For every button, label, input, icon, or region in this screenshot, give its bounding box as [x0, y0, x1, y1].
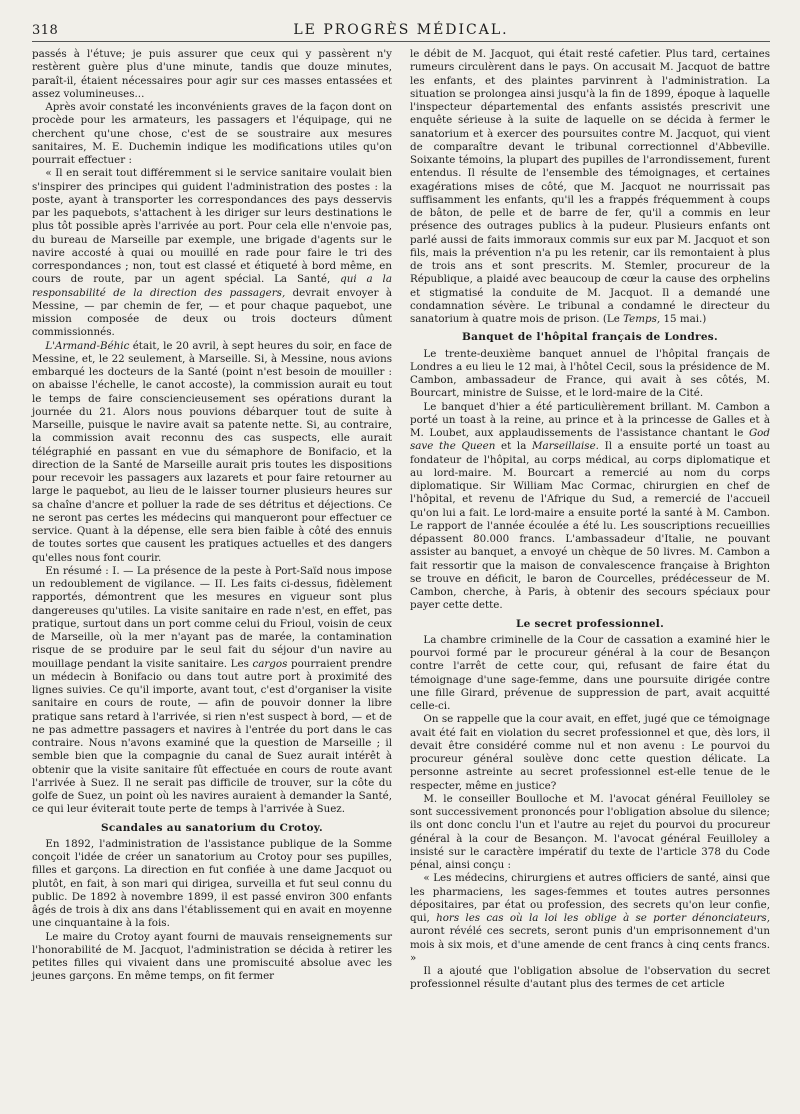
text-run: pourraient prendre un médecin à Bonifacio ou dans tout autre port à proximité des lignes suivies. Ce qu'il importe, avant tout, c'est d'organiser la visite sanitaire en cours de route, — afin de pouvoir donner la libre pratique sans retard à l'arrivée, si rien n'est suspect à bord, — et de ne pas admettre passagers et navires à l'entrée du port dans le cas contraire. Nous n'avons examiné que la question de Marseille ; il semble bien que la compagnie du canal de Suez aurait intérêt à obtenir que la visite sanitaire fût effectuée en cours de route avant l'arrivée à Suez. Il ne serait pas difficile de trouver, sur la côte du golfe de Suez, un point où les navires auraient à demander la Santé, ce qui leur éviterait toute perte de temps à l'arrivée à Suez. [32, 657, 393, 816]
paragraph [32, 565, 392, 817]
italic-run: Temps, [623, 313, 661, 325]
italic-run: qui a la responsabilité de la direction des passagers, [32, 273, 392, 299]
section-heading-scandales: Scandales au sanatorium du Crotoy. [101, 821, 323, 834]
columns [32, 48, 770, 992]
section-heading-secret: Le secret professionnel. [515, 617, 665, 630]
text-run: « Les médecins, chirurgiens et autres officiers de santé, ainsi que les pharmaciens, les sages-femmes et toutes autres personnes dépositaires, par état ou profession, des secrets qu'on leur confie, qui, [410, 872, 770, 924]
paragraph: Après avoir constaté les inconvénients graves de la façon dont on procède pour les armateurs, les passagers et l'équipage, qui ne cherchent qu'une chose, c'est de se soustraire aux mesures sanitaires, M. E. Duchemin indique les modifications utiles qu'on pourrait effectuer : [32, 101, 392, 166]
italic-run: God save the Queen [410, 427, 770, 453]
paragraph: En 1892, l'administration de l'assistance publique de la Somme conçoit l'idée de créer un sanatorium au Crotoy pour ses pupilles, filles et garçons. La direction en fut confiée à une dame Jacquot ou plutôt, en fait, à son mari qui dirigea, surveilla et fut seul connu du public. De 1892 à novembre 1899, il est passé environ 300 enfants âgés de trois à dix ans dans l'établissement qui en avait en moyenne une cinquantaine à la fois. [32, 837, 392, 930]
section-heading-banquet: Banquet de l'hôpital français de Londres. [462, 331, 718, 344]
paragraph: Le trente-deuxième banquet annuel de l'hôpital français de Londres a eu lieu le 12 mai, à l'hôtel Cecil, sous la présidence de M. Cambon, ambassadeur de France, qui avait à ses côtés, M. Bourcart, ministre de Suisse, et le lord-maire de la Cité. [410, 347, 770, 400]
right-column [410, 48, 770, 992]
paragraph: On se rappelle que la cour avait, en effet, jugé que ce témoignage avait été fait en violation du secret professionnel et que, dès lors, il devait être considéré comme nul et non avenu : Le pourvoi du procureur général soulève donc cette question délicate. La personne astreinte au secret professionnel est-elle tenue de le respecter, même en justice? [410, 713, 770, 792]
page-number: 318 [32, 23, 59, 38]
paragraph: passés à l'étuve; je puis assurer que ceux qui y passèrent n'y restèrent guère plus d'une minute, tandis que douze minutes, paraît-il, étaient nécessaires pour agir sur ces masses entassées et assez volumineuses... [32, 48, 392, 100]
italic-run: Marseillaise. [532, 440, 599, 453]
paragraph [410, 48, 770, 326]
text-run: Le banquet d'hier a été particulièrement brillant. M. Cambon a porté un toast à la reine, au prince et à la princesse de Galles et à M. Loubet, aux applaudissements de l'assistance chantant le [410, 400, 770, 439]
paragraph [32, 340, 392, 565]
italic-run: hors les cas où la loi les oblige à se porter dénonciateurs, [436, 912, 770, 924]
text-run: et la [501, 440, 527, 453]
text-run: devrait envoyer à Messine, — par chemin de fer, — et pour chaque paquebot, une mission composée de deux ou trois docteurs dûment commissionnés. [32, 286, 392, 339]
journal-title: LE PROGRÈS MÉDICAL. [293, 22, 509, 38]
paragraph: Il a ajouté que l'obligation absolue de l'observation du secret professionnel résulte d'autant plus des termes de cet article [410, 965, 770, 991]
text-run: En résumé : I. — La présence de la peste à Port-Saïd nous impose un redoublement de vigilance. — II. Les faits ci-dessus, fidèlement rapportés, démontrent que les mesures en vigueur sont plus dangereuses qu'utiles. La visite sanitaire en rade n'est, en effet, pas pratique, surtout dans un port comme celui du Frioul, voisin de ceux de Marseille, où la mer n'ayant pas de marée, la contamination risque de se produire par le seul fait du séjour d'un navire au mouillage pendant la visite sanitaire. Les [32, 564, 392, 670]
paragraph: La chambre criminelle de la Cour de cassation a examiné hier le pourvoi formé par le procureur général à la cour de Besançon contre l'arrêt de cette cour, qui, refusant de faire état du témoignage d'une sage-femme, dans une poursuite dirigée contre une fille Girard, prévenue de suppression de part, avait acquitté celle-ci. [410, 633, 770, 712]
ship-name: L'Armand-Béhic [45, 339, 130, 352]
paragraph: Le maire du Crotoy ayant fourni de mauvais renseignements sur l'honorabilité de M. Jacquot, l'administration se décida à retirer les petites filles qui vivaient dans une promiscuité absolue avec les jeunes garçons. En même temps, on fit fermer [32, 930, 392, 983]
text-run: Il a ensuite porté un toast au fondateur de l'hôpital, au corps médical, au corps diplomatique et au lord-maire. M. Bourcart a remercié au nom du corps diplomatique. Sir William Mac Cormac, chirurgien en chef de l'hôpital, et revenu de l'Afrique du Sud, a remercié de l'accueil qu'on lui a fait. Le lord-maire a ensuite porté la santé à M. Cambon. Le rapport de l'année écoulée a été lu. Les souscriptions recueillies dépassent 80.000 francs. L'ambassadeur d'Italie, ne pouvant assister au banquet, a envoyé un chèque de 50 livres. M. Cambon a fait ressortir que la maison de convalescence française à Brighton se trouve en déficit, le baron de Courcelles, prédécesseur de M. Cambon, cherche, à Paris, à obtenir des secours spéciaux pour payer cette dette. [410, 440, 771, 612]
text-run: « Il en serait tout différemment si le service sanitaire voulait bien s'inspirer des principes qui guident l'administration des postes : la poste, ayant à transporter les correspondances des pays desservis par les paquebots, s'attachent à les diriger sur leurs destinations le plus tôt possible après l'arrivée au port. Pour cela elle n'envoie pas, du bureau de Marseille par exemple, une brigade d'agents sur le navire accosté à quai ou mouillé en rade pour faire le tri des correspondances ; non, tout est classé et étiqueté à bord même, en cours de route, par un agent spécial. La Santé, [32, 167, 392, 286]
paragraph [410, 401, 770, 613]
running-head [32, 22, 770, 42]
left-column [32, 48, 392, 992]
paragraph [410, 872, 770, 965]
paragraph: M. le conseiller Boulloche et M. l'avocat général Feuilloley se sont successivement prononcés pour l'obligation absolue du silence; ils ont donc conclu l'un et l'autre au rejet du pourvoi du procureur général à la cour de Besançon. M. l'avocat général Feuilloley a insisté sur le caractère impératif du texte de l'article 378 du Code pénal, ainsi conçu : [410, 792, 770, 871]
paragraph [32, 167, 392, 339]
italic-run: cargos [252, 657, 288, 670]
text-run: auront révélé ces secrets, seront punis d'un emprisonnement d'un mois à six mois, et d'une amende de cent francs à cinq cents francs. » [410, 925, 770, 964]
text-run: 15 mai.) [663, 313, 707, 325]
text-run: était, le 20 avril, à sept heures du soir, en face de Messine, et, le 22 seulement, à Marseille. Si, à Messine, nous avions embarqué les docteurs de la Santé (point n'est besoin de mouiller : on abaisse l'échelle, le canot accoste), la commission aurait eu tout le temps de faire consciencieusement ses opérations durant la journée du 21. Alors nous pouvions débarquer tout de suite à Marseille, puisque le navire avait sa patente nette. Si, au contraire, la commission avait reconnu des cas suspects, elle aurait télégraphié en passant en vue du sémaphore de Bonifacio, et la direction de la Santé de Marseille aurait pris toutes les dispositions pour recevoir les passagers aux lazarets et pour faire retourner au large le paquebot, au lieu de le laisser tourner plusieurs heures sur sa chaîne d'ancre et polluer la rade de ses détritus et déjections. Ce ne seront pas certes les médecins qui manqueront pour effectuer ce service. Quant à la dépense, elle sera bien faible à côté des ennuis de toutes sortes que causent les pratiques actuelles et des dangers qu'elles nous font courir. [32, 339, 392, 564]
text-run: le débit de M. Jacquot, qui était resté cafetier. Plus tard, certaines rumeurs circulèrent dans le pays. On accusait M. Jacquot de battre les enfants, et des plaintes parvinrent à l'administration. La situation se prolongea ainsi jusqu'à la fin de 1899, époque à laquelle l'inspecteur départemental des enfants assistés prescrivit une enquête sérieuse à la suite de laquelle on se décida à fermer le sanatorium et à exercer des poursuites contre M. Jacquot, qui vient de comparaître devant le tribunal correctionnel d'Abbeville. Soixante témoins, la plupart des pupilles de l'arrondissement, furent entendus. Il résulte de l'ensemble des témoignages, et certaines exagérations mises de côté, que M. Jacquot ne nourrissait pas suffisamment les enfants, qu'il les a frappés fréquemment à coups de bâton, de pelle et de barre de fer, qu'il a commis en leur présence des outrages publics à la pudeur. Plusieurs enfants ont parlé aussi de faits immoraux commis sur eux par M. Jacquot et son fils, mais la prévention n'a pu les retenir, car ils remontaient à plus de trois ans et sont prescrits. M. Stemler, procureur de la République, a plaidé avec beaucoup de cœur la cause des orphelins et stigmatisé la conduite de M. Jacquot. Il a demandé une condamnation sévère. Le tribunal a condamné le directeur du sanatorium à quatre mois de prison. (Le [410, 48, 770, 325]
